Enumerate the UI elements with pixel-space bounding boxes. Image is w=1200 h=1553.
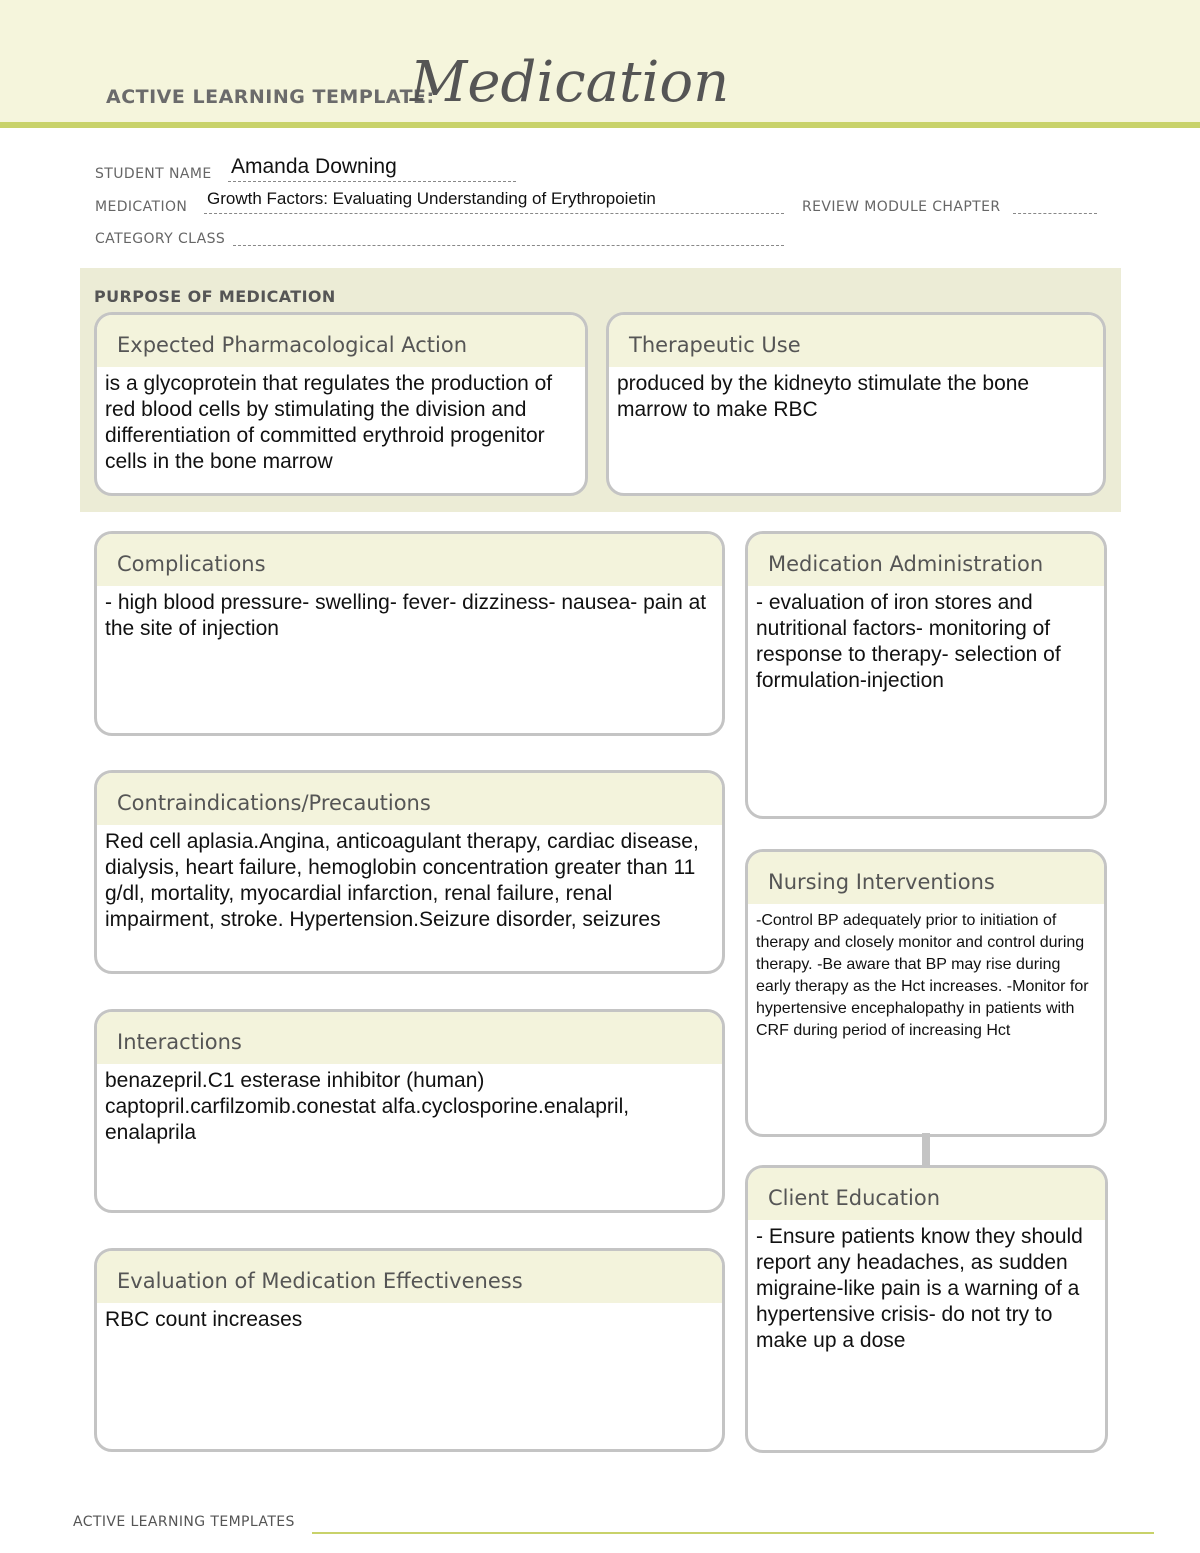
review-module-line[interactable] bbox=[1013, 213, 1097, 214]
medication-label: MEDICATION bbox=[95, 199, 188, 215]
contraindications-card bbox=[94, 770, 725, 974]
category-class-line[interactable] bbox=[233, 245, 784, 246]
template-label: ACTIVE LEARNING TEMPLATE: bbox=[106, 86, 435, 108]
contraindications-heading: Contraindications/Precautions bbox=[97, 773, 722, 825]
complications-card bbox=[94, 531, 725, 736]
medication-value[interactable]: Growth Factors: Evaluating Understanding of Erythropoietin bbox=[207, 189, 656, 208]
contraindications-text: Red cell aplasia.Angina, anticoagulant therapy, cardiac disease, dialysis, heart failure, hemoglobin concentration greater than 11 g/dl, mortality, myocardial infarction, renal failure, renal impairment, stroke. Hypertension.Seizure disorder, seizures bbox=[105, 830, 699, 931]
therapeutic-use-text: produced by the kidneyto stimulate the bone marrow to make RBC bbox=[617, 372, 1030, 421]
category-class-label: CATEGORY CLASS bbox=[95, 231, 226, 247]
evaluation-text: RBC count increases bbox=[105, 1308, 303, 1331]
expected-action-card bbox=[94, 312, 588, 496]
nursing-interventions-card bbox=[745, 849, 1107, 1137]
student-name-label: STUDENT NAME bbox=[95, 166, 212, 182]
student-name-value[interactable]: Amanda Downing bbox=[231, 155, 397, 178]
nursing-interventions-heading: Nursing Interventions bbox=[748, 852, 1104, 904]
client-education-heading: Client Education bbox=[748, 1168, 1105, 1220]
therapeutic-use-card bbox=[606, 312, 1106, 496]
review-module-label: REVIEW MODULE CHAPTER bbox=[802, 199, 1001, 215]
footer-label: ACTIVE LEARNING TEMPLATES bbox=[73, 1514, 295, 1530]
expected-action-text: is a glycoprotein that regulates the production of red blood cells by stimulating the division and differentiation of committed erythroid progenitor cells in the bone marrow bbox=[105, 372, 553, 473]
footer-rule bbox=[312, 1532, 1154, 1534]
interactions-heading: Interactions bbox=[97, 1012, 722, 1064]
administration-heading: Medication Administration bbox=[748, 534, 1104, 586]
client-education-card bbox=[745, 1165, 1108, 1453]
medication-line bbox=[204, 213, 784, 214]
expected-action-heading: Expected Pharmacological Action bbox=[97, 315, 585, 367]
nursing-interventions-text: -Control BP adequately prior to initiation of therapy and closely monitor and control during therapy. -Be aware that BP may rise during early therapy as the Hct increases. -Monitor for hypertensive encephalopathy in patients with CRF during period of increasing Hct bbox=[756, 912, 1089, 1039]
complications-heading: Complications bbox=[97, 534, 722, 586]
interactions-text: benazepril.C1 esterase inhibitor (human) captopril.carfilzomib.conestat alfa.cyclosporine.enalapril, enalaprila bbox=[105, 1069, 630, 1144]
therapeutic-use-heading: Therapeutic Use bbox=[609, 315, 1103, 367]
header-rule bbox=[0, 122, 1200, 128]
purpose-title: PURPOSE OF MEDICATION bbox=[94, 287, 336, 306]
administration-text: - evaluation of iron stores and nutritional factors- monitoring of response to therapy- selection of formulation-injection bbox=[756, 591, 1061, 692]
complications-text: - high blood pressure- swelling- fever- dizziness- nausea- pain at the site of injection bbox=[105, 591, 707, 640]
template-title: Medication bbox=[410, 50, 730, 115]
client-education-text: - Ensure patients know they should report any headaches, as sudden migraine-like pain is a warning of a hypertensive crisis- do not try to make up a dose bbox=[756, 1225, 1083, 1352]
evaluation-card bbox=[94, 1248, 725, 1452]
student-name-line bbox=[228, 181, 516, 182]
administration-card bbox=[745, 531, 1107, 819]
card-connector bbox=[922, 1133, 930, 1167]
evaluation-heading: Evaluation of Medication Effectiveness bbox=[97, 1251, 722, 1303]
interactions-card bbox=[94, 1009, 725, 1213]
